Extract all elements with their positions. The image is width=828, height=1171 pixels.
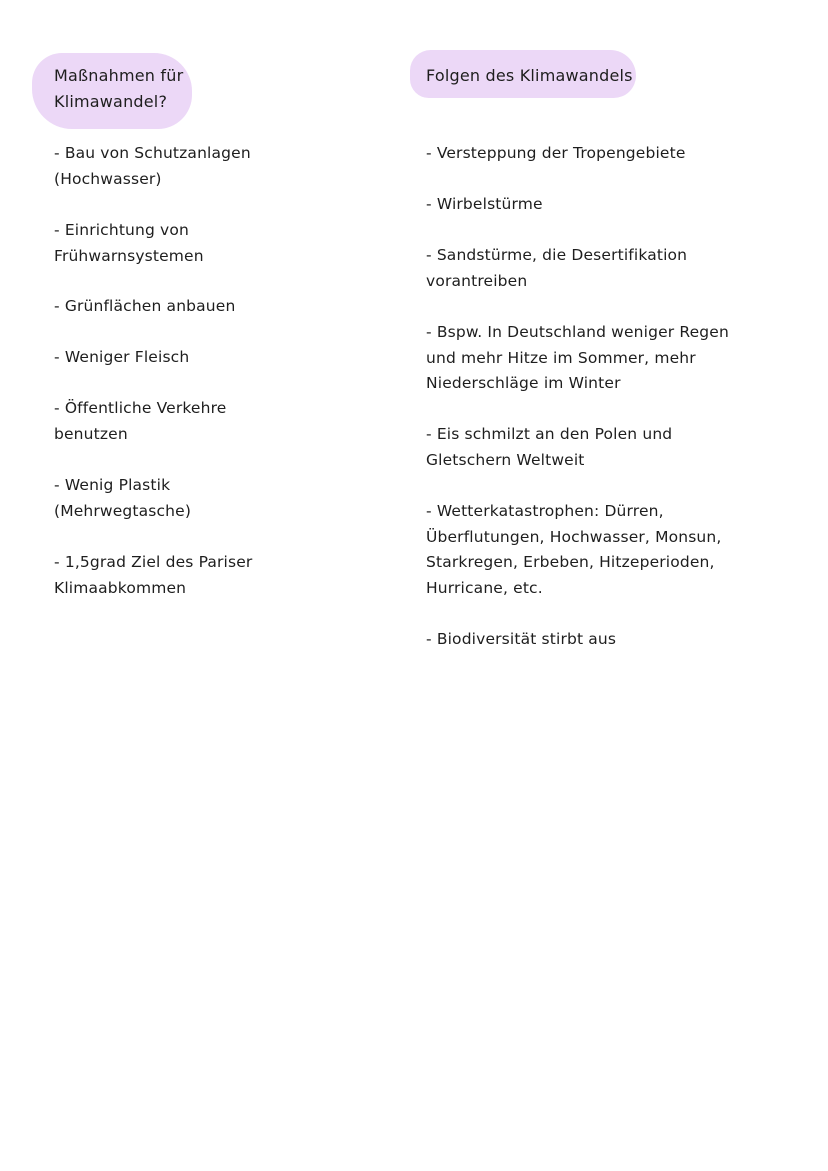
- measures-heading-block: [54, 63, 183, 115]
- measure-item: - Bau von Schutzanlagen (Hochwasser): [54, 144, 251, 188]
- consequence-item: - Sandstürme, die Desertifikation vorantreiben: [426, 246, 688, 290]
- consequences-heading-block: [426, 63, 633, 89]
- consequence-item: - Wirbelstürme: [426, 195, 543, 213]
- measure-item: - Grünflächen anbauen: [54, 297, 236, 315]
- consequence-item: - Wetterkatastrophen: Dürren, Überflutungen, Hochwasser, Monsun, Starkregen, Erbeben, Hitzeperioden, Hurricane, etc.: [426, 502, 722, 597]
- consequence-item: - Biodiversität stirbt aus: [426, 630, 617, 648]
- measures-heading: Maßnahmen für Klimawandel?: [54, 66, 184, 111]
- measure-item: - Weniger Fleisch: [54, 348, 190, 366]
- measure-item: - Einrichtung von Frühwarnsystemen: [54, 221, 204, 265]
- measure-item: - 1,5grad Ziel des Pariser Klimaabkommen: [54, 553, 253, 597]
- consequence-item: - Versteppung der Tropengebiete: [426, 144, 686, 162]
- measure-item: - Wenig Plastik (Mehrwegtasche): [54, 476, 192, 520]
- consequences-heading: Folgen des Klimawandels: [426, 66, 633, 85]
- consequence-item: - Bspw. In Deutschland weniger Regen und mehr Hitze im Sommer, mehr Niederschläge im Winter: [426, 323, 729, 393]
- measure-item: - Öffentliche Verkehre benutzen: [54, 399, 227, 443]
- consequence-item: - Eis schmilzt an den Polen und Gletschern Weltweit: [426, 425, 673, 469]
